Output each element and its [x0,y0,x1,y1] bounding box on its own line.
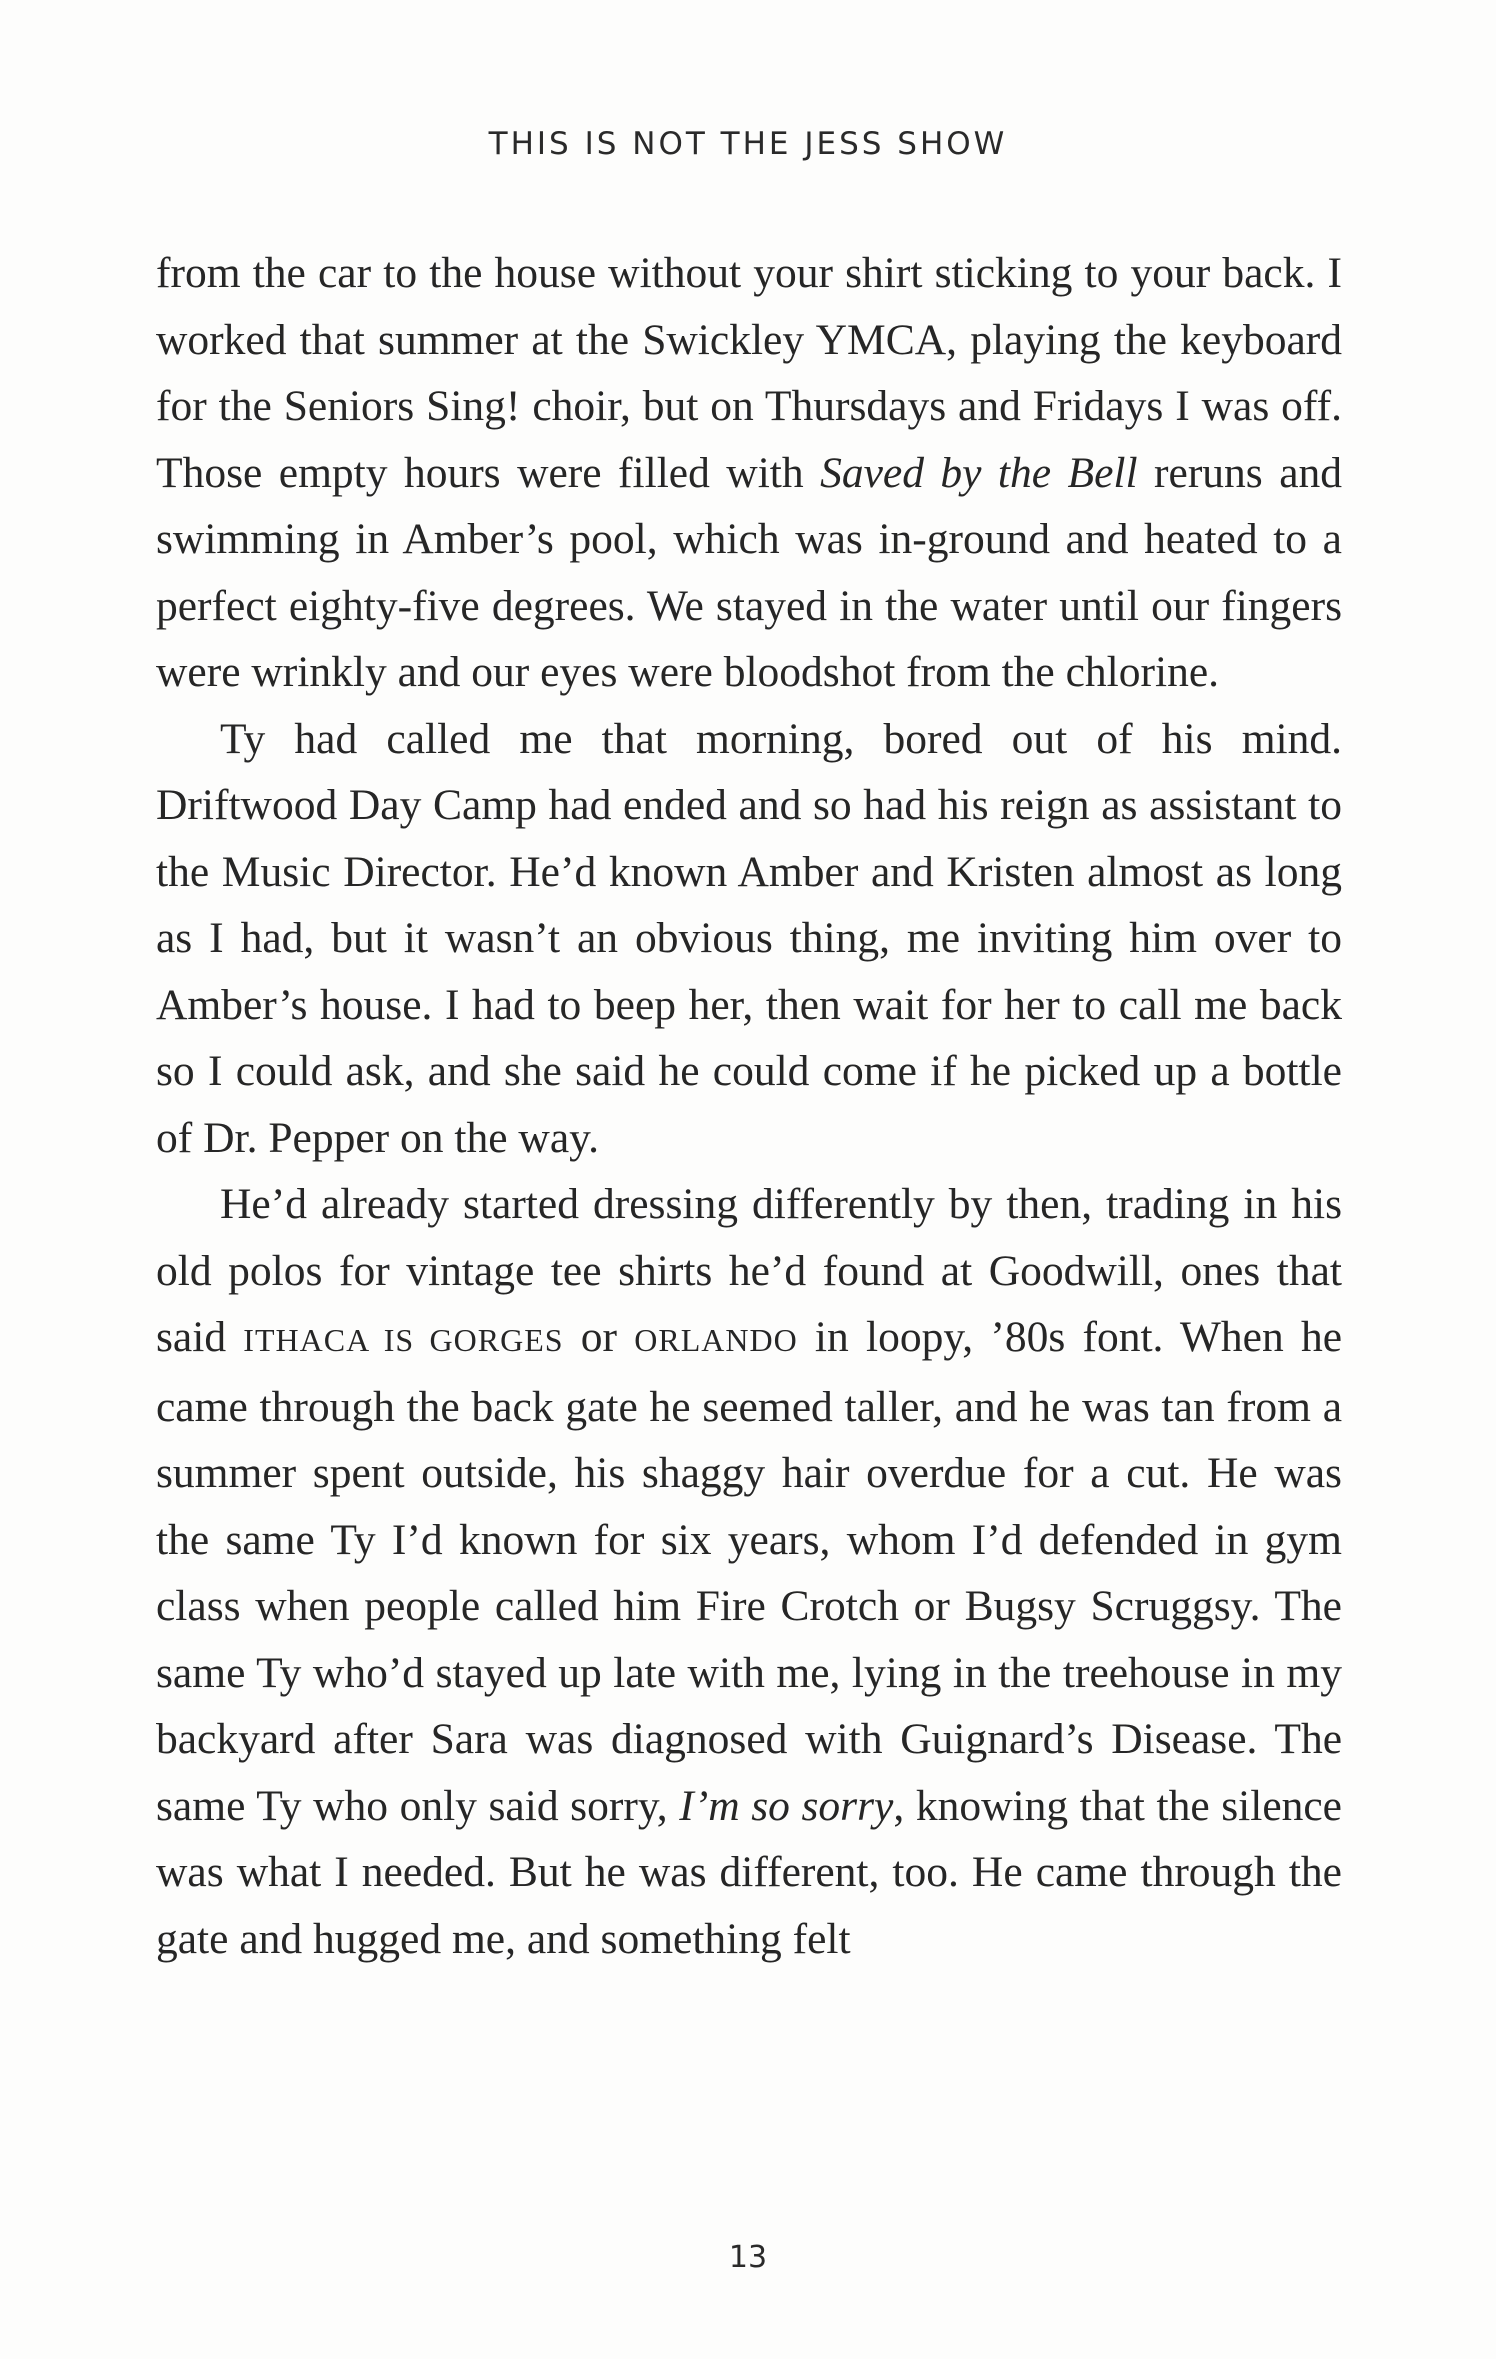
paragraph-3-text-d: , knowing that the silence was what I needed. But he was different, too. He came through the gate and hugged me, and something felt [156,1781,1342,1963]
paragraph-3-text-b: or [563,1313,635,1361]
paragraph-3-smallcaps-1: ITHACA IS GORGES [243,1322,564,1358]
paragraph-2: Ty had called me that morning, bored out of his mind. Driftwood Day Camp had ended and so had his reign as assistant to the Music Director. He’d known Amber and Kristen almost as long as I had, but it wasn’t an obvious thing, me inviting him over to Amber’s house. I had to beep her, then wait for her to call me back so I could ask, and she said he could come if he picked up a bottle of Dr. Pepper on the way. [156,714,1342,1162]
body-text [156,240,1342,1972]
paragraph-1-text-b: reruns and swimming in Amber’s pool, which was in-ground and heated to a perfect eighty-five degrees. We stayed in the water until our fingers were wrinkly and our eyes were bloodshot from the chlorine. [156,448,1343,696]
paragraph-3-text-c: in loopy, ’80s font. When he came through the back gate he seemed taller, and he was tan from a summer spent outside, his shaggy hair overdue for a cut. He was the same Ty I’d known for six years, whom I’d defended in gym class when people called him Fire Crotch or Bugsy Scruggsy. The same Ty who’d stayed up late with me, lying in the treehouse in my backyard after Sara was diagnosed with Guignard’s Disease. The same Ty who only said sorry, [156,1313,1343,1830]
paragraph-1-text-a: from the car to the house without your shirt sticking to your back. I worked that summer at the Swickley YMCA, playing the keyboard for the Seniors Sing! choir, but on Thursdays and Fridays I was off. Those empty hours were filled with [156,249,1342,497]
paragraph-1-italic-title: Saved by the Bell [820,448,1138,497]
paragraph-3-smallcaps-2: ORLANDO [634,1322,798,1358]
paragraph-1 [156,240,1342,706]
paragraph-3-italic: I’m so sorry [679,1781,894,1830]
paragraph-3 [156,1171,1342,1972]
paragraph-3-text-a: He’d already started dressing differently by then, trading in his old polos for vintage tee shirts he’d found at Goodwill, ones that said [156,1180,1342,1361]
running-head: THIS IS NOT THE JESS SHOW [488,126,1008,162]
page-number: 13 [728,2240,768,2275]
